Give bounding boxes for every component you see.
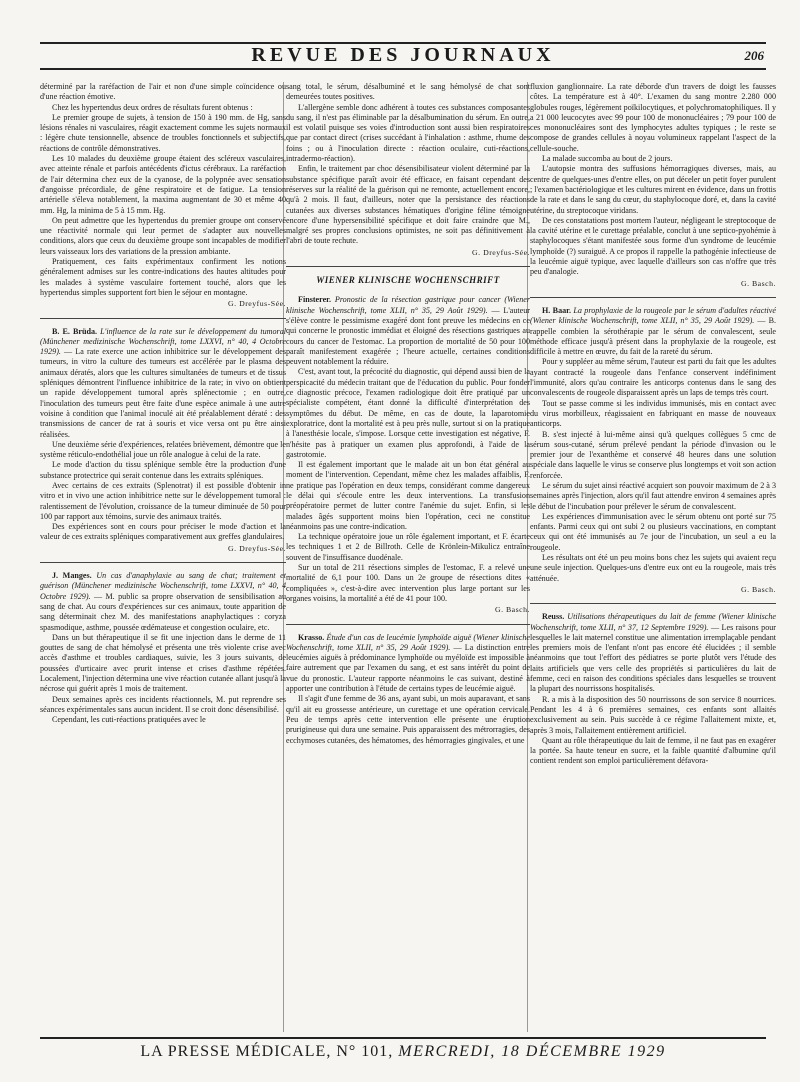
article-author: Reuss. [542,612,565,622]
paragraph: C'est, avant tout, la précocité du diagnostic, qui dépend aussi bien de la perspicacité du médecin traitant que de l'éducation du public. Pour fonder ce diagnostic précoce, l'examen radiologique doit être pratiqué par un spécialiste compétent, étant donné la difficulté d'interprétation des symptômes du début. De même, en cas de doute, la laparotomie exploratrice, dont la mortalité est à peu près nulle, surtout si on la pratique à l'anesthésie locale, s'impose. Lorsque cette investigation est négative, F. n'hésite pas à pratiquer un examen plus approfondi, à l'aide de la gastrotomie. [286,367,530,459]
article-title: L'influence de la rate sur le développement du tumoral [100,326,286,336]
header-bottom-rule [40,68,766,70]
running-footer [40,1037,766,1067]
article-separator [286,266,530,267]
paragraph: La technique opératoire joue un rôle également important, et F. écarte les techniques 1 et 2 de Billroth. Celle de Krönlein-Mikulicz entraîne souvent de l'insuffisance duodénale. [286,532,530,562]
paragraph: Une deuxième série d'expériences, relatées brièvement, démontre que le système réticulo-endothélial joue un rôle analogue à celui de la rate. [40,439,286,460]
article-separator [530,297,776,298]
paragraph: Sur un total de 211 résections simples de l'estomac, F. a relevé une mortalité de 6,1 pour 100. Dans un 2e groupe de résections dites « compliquées », c'est-à-dire avec intervention plus large portant sur les organes voisins, la mortalité a été de 41 pour 100. [286,563,530,603]
paragraph: Tout se passe comme si les individus immunisés, mis en contact avec du virus morbilleux, réagissaient en fabriquant en masse de nouveaux anticorps. [530,398,776,429]
article-heading [286,295,530,367]
paragraph: Les résultats ont été un peu moins bons chez les sujets qui avaient reçu une seule injection. Quelques-uns d'entre eux ont eu la rougeole, mais très atténuée. [530,553,776,583]
header-title: REVUE DES JOURNAUX [251,44,555,66]
footer-rule [40,1037,766,1039]
article-heading [286,633,530,695]
paragraph: De ces constatations post mortem l'auteur, négligeant le streptocoque de la cavité utérine et le curettage préalable, conclut à une septico-pyohémie à staphylocoques s'étant manifestée sous forme d'un syndrome de leucémie lymphoïde (?) suraiguë. A ce propos il rappelle la pathogénie infectieuse de la leucémie aiguë typique, avec laquelle d'ailleurs son cas n'offre que très peu d'analogie. [530,215,776,277]
journal-name: LA PRESSE MÉDICALE, [140,1043,332,1060]
signature: G. Dreyfus-Sée. [228,299,286,309]
article-separator [530,603,776,604]
signature: G. Basch. [740,278,776,288]
article-heading [530,306,776,357]
paragraph: B. s'est injecté à lui-même ainsi qu'à quelques collègues 5 cmc de sérum sous-cutané, sérum prélevé pendant la période d'invasion ou le premier jour de l'exanthème et conservé 48 heures dans une solution spéciale dans laquelle le virus se conserve plus longtemps et voit son action renforcée. [530,429,776,480]
article-author: Krasso. [298,632,325,642]
paragraph: Dans un but thérapeutique il se fit une injection dans le derme de 11 gouttes de sang de chat hémolysé et présenta une très violente crise avec accès d'asthme et troubles cardiaques, suivie, les 3 jours suivants, de poussées d'urticaire avec prurit intense et crises d'asthme répétées. Localement, l'injection détermina une vive réaction cutanée allant jusqu'à la nécrose qui guérit après 1 mois de traitement. [40,632,286,694]
column-3 [530,82,776,1035]
article-heading [530,612,776,694]
article-reference: (Wiener klinische Wochenschrift, tome XLII, n° 35, 29 Août 1929). [286,632,530,652]
paragraph: sang total, le sérum, désalbuminé et le sang hémolysé de chat sont demeurées toutes positives. [286,82,530,102]
paragraph: Deux semaines après ces incidents réactionnels, M. put reprendre ses séances expérimentales sans aucun incident. Il se croit donc désensibilisé. [40,694,286,714]
article-title: Pronostic de la résection gastrique pour cancer [334,295,501,305]
paragraph: L'autopsie montra des suffusions hémorragiques diverses, mais, au centre de quelques-unes d'entre elles, on put déceler un petit foyer purulent ; l'examen bactériologique et les cultures mirent en évidence, dans un frottis de la rate et dans le sang du cœur, du staphylocoque doré, et, dans la cavité utérine, du streptocoque viridans. [530,164,776,215]
paragraph: Pratiquement, ces faits expérimentaux confirment les notions généralement admises sur les contre-indications des hautes altitudes pour les malades à système vasculaire fortement touché, alors que les hypertendus simples supportent fort bien le séjour en montagne. [40,257,286,297]
paragraph: La malade succomba au bout de 2 jours. [542,154,673,164]
article-reference: (Wiener klinische Wochenschrift, tome XLII, n° 35, 29 Août 1929). [286,295,530,315]
article-reference: (Wiener klinische Wochenschrift, tome XLII, n° 37, 12 Septembre 1929). [530,612,776,632]
section-title: WIENER KLINISCHE WOCHENSCHRIFT [316,275,500,286]
paragraph: fluxion ganglionnaire. La rate déborde d'un travers de doigt les fausses côtes. La température est à 40°. L'examen du sang montre 2.280 000 globules rouges, légèrement poïkilocytiques, et polychromatophiliques. Il y a 21 000 leucocytes avec 99 pour 100 de mononucléaires ; 79 pour 100 de ces mononucléaires sont des lymphocytes adultes typiques ; le reste se compose de grandes cellules à noyau volumineux rappelant l'aspect de la cellule-souche. [530,82,776,153]
article-text: — M. public sa propre observation de sensibilisation au sang de chat. Au cours d'expériences sur ces animaux, toute apparition de sang déterminait chez M. des manifestations anaphylactiques : coryza spasmodique, asthme, poussée œdémateuse et congestion oculaire, etc. [40,591,286,632]
article-heading [40,327,286,440]
issue-number: N° 101, [336,1043,394,1060]
article-author: Finsterer. [298,295,332,305]
article-reference: (Münchener medizinische Wochenschrift, tome LXXVI, n° 40, 4 Octobre 1929). [40,336,286,357]
paragraph: R. a mis à la disposition des 50 nourrissons de son service 8 nourrices. Pendant les 4 à 6 premières semaines, ces enfants sont allaités exclusivement au sein. Puis succède à ce régime l'allaitement mixte, et, après 3 mois, l'allaitement entièrement artificiel. [530,694,776,735]
issue-date: MERCREDI, 18 DÉCEMBRE 1929 [398,1043,666,1060]
paragraph: L'allergène semble donc adhérent à toutes ces substances composantes du sang, il n'est pas éliminable par la désalbumination du sérum. En outre, il est volatil puisque ses voies d'introduction sont aussi bien respiratoires que par contact direct (crises succédant à l'inhalation : asthme, rhume des foins ; ou à l'inoculation directe : réaction oculaire, cuti-réactions, intradermo-réaction). [286,102,530,164]
article-heading [40,571,286,633]
running-header [40,42,766,68]
paragraph: Pour y suppléer au même sérum, l'auteur est parti du fait que les adultes ayant contracté la rougeole dans l'enfance conservent indéfiniment l'immunité, alors qu'au contraire les anticorps contenus dans le sang des convalescents de rougeole disparaissent après un laps de temps très court. [530,357,776,398]
article-text: — La rate exerce une action inhibitrice sur le développement des tumeurs, in vitro la culture des tumeurs est accélérée par le plasma des animaux dératés, alors que les cultures simultanées de tumeurs et de tissus spléniques démontrent l'influence inhibitrice de la rate; in vivo on obtient un rapide développement tumoral après splénectomie ; en outre, l'inoculation des tumeurs peut être faite d'une espèce animale à une autre voisine à condition que l'animal inoculé ait été préalablement dératé : des transmissions de cancer de rat à souris et vice versa ont pu être ainsi réalisées. [40,347,286,439]
article-title: Étude d'un cas de leucémie lymphoïde aiguë [326,632,472,642]
paragraph: On peut admettre que les hypertendus du premier groupe ont conservé une réactivité normale qui leur permet de s'adapter aux nouvelles conditions, alors que ceux du deuxième groupe sont incapables de modifier leurs vaisseaux lors des variations de la pression ambiante. [40,215,286,256]
article-title: Un cas d'anaphylaxie au sang de chat; traitement et guérison [40,571,286,591]
column-2 [286,82,530,1035]
article-author: H. Baar. [542,305,572,315]
paragraph: déterminé par la raréfaction de l'air et non d'une simple coïncidence ou d'une réaction émotive. [40,82,286,102]
paragraph: Les 10 malades du deuxième groupe étaient des scléreux vasculaires, avec atteinte rénale et parfois antécédents d'ictus cérébraux. La raréfaction de l'air détermina chez eux de la cyanose, de la polypnée avec sensation d'angoisse précordiale, de gêne respiratoire et de fatigue. La tension artérielle s'éleva notablement, la maxima augmentant de 30 et même 40 mm. Hg, la minima de 5 à 15 mm. Hg. [40,154,286,215]
page-number: 206 [744,48,764,63]
paragraph: Le sérum du sujet ainsi réactivé acquiert son pouvoir maximum de 2 à 3 semaines après l'injection, alors qu'il faut attendre environ 4 semaines après le début de l'incubation pour prélever le sérum de convalescent. [530,480,776,511]
article-title: Utilisations thérapeutiques du lait de femme [567,612,716,622]
article-separator [286,624,530,625]
signature: G. Dreyfus-Sée. [472,247,530,257]
article-separator [40,562,286,563]
article-author: J. Manges. [52,571,92,581]
article-reference: (Wiener klinische Wochenschrift, tome XLII, n° 35, 29 Août 1929). [530,316,755,326]
article-text: — L'auteur s'élève contre le pessimisme exagéré dont font preuve les médecins en ce qui concerne le pronostic immédiat et éloigné des résections gastriques au cours du cancer de l'estomac. La proportion de mortalité de 50 pour 100 paraît manifestement exagérée ; l'heure actuelle, certaines conditions peuvent notablement la réduire. [286,305,530,367]
article-text: — B. rappelle combien la sérothérapie par le sérum de convalescent, seule méthode efficace jusqu'à présent dans la prophylaxie de la rougeole, est difficile à mettre en œuvre, du fait de la rareté du sérum. [530,316,776,357]
signature: G. Dreyfus-Sée. [228,543,286,553]
paragraph: Le premier groupe de sujets, à tension de 150 à 190 mm. de Hg, sans lésions rénales ni vasculaires, réagit exactement comme les sujets normaux : légère chute tensionnelle, absence de troubles fonctionnels et subjectifs, réactions de contrôle démonstratives. [40,112,286,153]
article-text: — Les raisons pour lesquelles le lait maternel constitue une alimentation irremplaçable pendant les premiers mois de l'enfant n'ont pas encore été élucidées ; il semble néanmoins que tout l'effort des pédiatres se porte plutôt vers l'étude des laits artificiels que vers celle des propriétés si particulières du lait de femme, ceci en raison des conditions spéciales dans lesquelles se trouvent la plupart des nourrissons hospitalisés. [530,622,776,694]
paragraph: Quant au rôle thérapeutique du lait de femme, il ne faut pas en exagérer la portée. Sa haute teneur en sucre, et la faible quantité d'albumine qu'il contient rendent son emploi particulièrement défavora- [530,735,776,766]
paragraph: Chez les hypertendus deux ordres de résultats furent obtenus : [52,102,253,112]
article-separator [40,318,286,319]
paragraph: Des expériences sont en cours pour préciser le mode d'action et la valeur de ces extraits spléniques comparativement aux greffes glandulaires. [40,522,286,542]
paragraph: Cependant, les cuti-réactions pratiquées avec le [52,715,206,725]
paragraph: Il s'agit d'une femme de 36 ans, ayant subi, un mois auparavant, et sans qu'il ait eu grossesse antérieure, un curettage et une opération cervicale. Peu de temps après cette intervention elle présente une éruption prurigineuse qui dura une semaine. Puis apparaissent des métrorragies, des ecchymoses cutanées, des hématomes, des hémorragies gingivales, et une [286,694,530,745]
article-author: B. E. Brüda. [52,326,98,336]
paragraph: Il est également important que le malade ait un bon état général au moment de l'intervention. Cependant, même chez les malades affaiblis, F. ne pratique pas l'opération en deux temps, considérant comme dangereux le délai qui s'écoule entre les deux interventions. La transfusion préopératoire permet de lutter contre l'anémie du sujet. Enfin, si les malades âgés supportent moins bien l'opération, ceci ne constitue néanmoins pas une contre-indication. [286,460,530,531]
footer-text [40,1043,766,1061]
signature: G. Basch. [494,605,530,615]
article-reference: (Münchener medizinische Wochenschrift, tome LXXVI, n° 40, 4 Octobre 1929). [40,581,286,601]
signature: G. Basch. [740,584,776,594]
paragraph: Le mode d'action du tissu splénique semble être la production d'une substance protectrice qui serait contenue dans les extraits spléniques. [40,460,286,480]
paragraph: Les expériences d'immunisation avec le sérum obtenu ont porté sur 75 enfants. Parmi ceux qui ont subi 2 ou plusieurs vaccinations, en comptant ceux qui ont été immunisés au 7e jour de l'incubation, un seul a eu la rougeole. [530,511,776,552]
paragraph: Avec certains de ces extraits (Splenotrat) il est possible d'obtenir in vitro et in vivo une action inhibitrice nette sur le développement tumoral : ralentissement de l'évolution, croissance de la tumeur diminuée de 50 pour 100 par rapport aux témoins, survie des animaux traités. [40,480,286,521]
article-title: La prophylaxie de la rougeole par le sérum d'adultes réactivé [573,305,776,315]
column-1 [40,82,286,1035]
paragraph: Enfin, le traitement par choc désensibilisateur violent déterminé par la substance spécifique paraît avoir été efficace, en faisant cependant des réserves sur la réalité de la guérison qui ne remonte, actuellement encore, qu'à 2 mois. Il faut, d'ailleurs, noter que la persistance des réactions cutanées aux diverses substances hématiques d'origine féline témoigne encore d'une hypersensibilité spécifique et doit faire craindre que M., malgré ses propres conclusions optimistes, ne soit pas définitivement à l'abri de toute rechute. [286,164,530,246]
article-text: — La distinction entre leucémies aiguës à prédominance lymphoïde ou myéloïde est impossible à faire autrement que par l'examen du sang, et est sans intérêt du point de vue du pronostic. L'auteur rapporte néanmoins le cas suivant, destiné à apporter une contribution à l'étude de certains types de leucémie aiguë. [286,642,530,694]
